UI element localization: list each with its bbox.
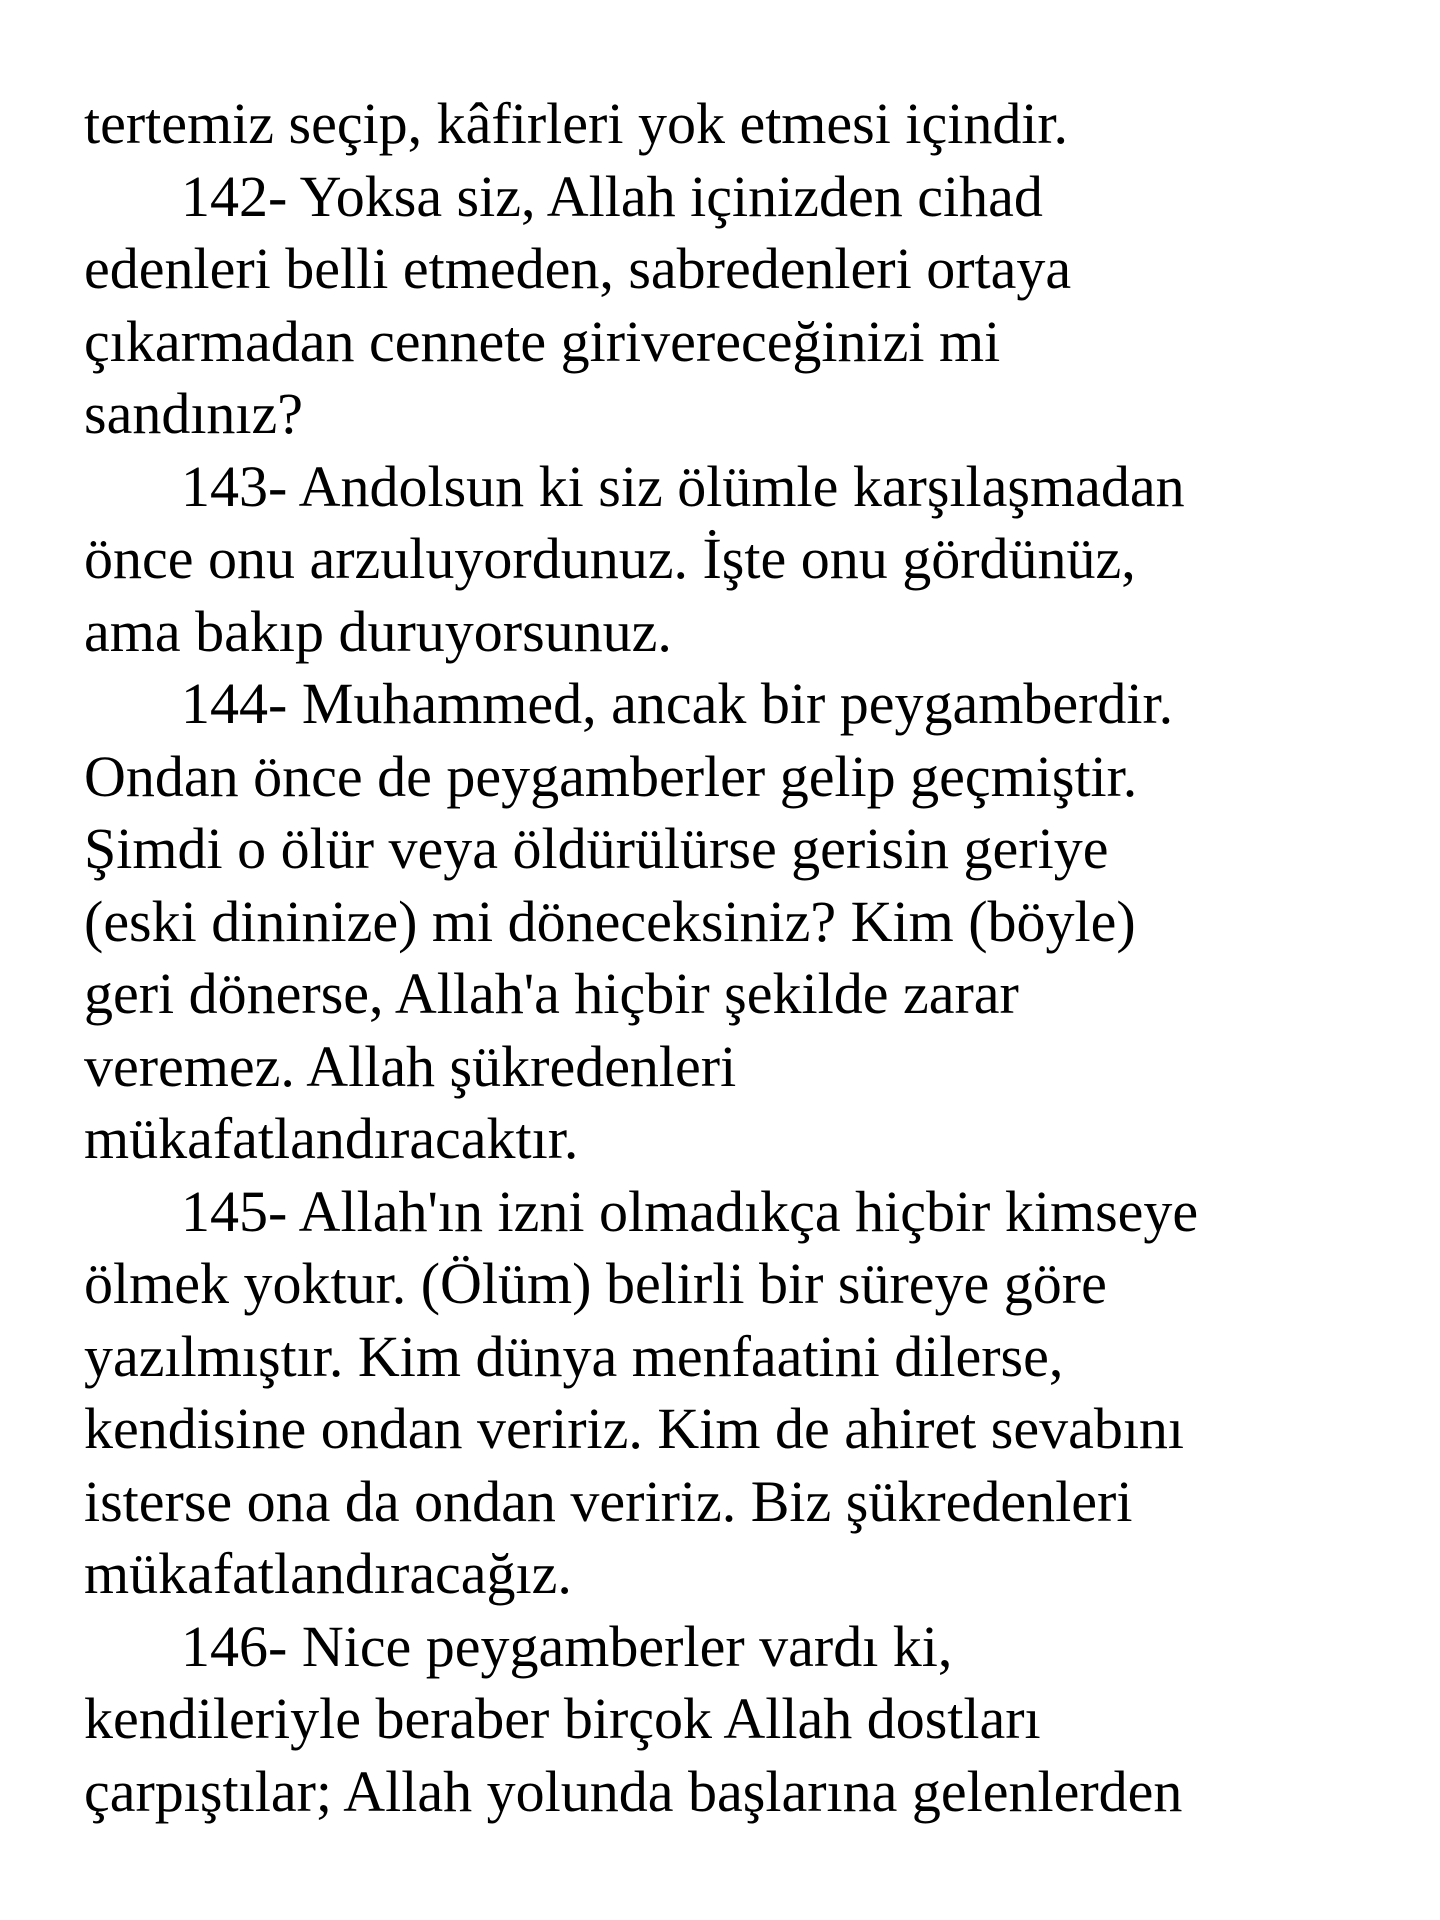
text-line: mükafatlandıracağız.: [84, 1541, 572, 1606]
text-line: edenleri belli etmeden, sabredenleri ortaya: [84, 236, 1072, 301]
body-text: [84, 88, 1414, 1828]
text-line: sandınız?: [84, 381, 304, 446]
verse-143-start: 143- Andolsun ki siz ölümle karşılaşmadan: [181, 453, 1185, 519]
text-line: (eski dininize) mi döneceksiniz? Kim (böyle): [84, 888, 1136, 954]
text-line: kendileriyle beraber birçok Allah dostları: [84, 1686, 1041, 1751]
text-line: mükafatlandıracaktır.: [84, 1106, 579, 1171]
text-line: önce onu arzuluyordunuz. İşte onu gördünüz,: [84, 526, 1136, 591]
text-line: Ondan önce de peygamberler gelip geçmiştir.: [84, 743, 1138, 809]
text-line: çarpıştılar; Allah yolunda başlarına gelenlerden: [84, 1758, 1183, 1824]
text-line: çıkarmadan cennete girivereceğinizi mi: [84, 308, 1001, 374]
text-line: Şimdi o ölür veya öldürülürse gerisin geriye: [84, 816, 1109, 881]
text-line: tertemiz seçip, kâfirleri yok etmesi içindir.: [84, 91, 1069, 156]
verse-142-start: 142- Yoksa siz, Allah içinizden cihad: [181, 163, 1043, 229]
verse-146-start: 146- Nice peygamberler vardı ki,: [181, 1613, 953, 1679]
text-line: ama bakıp duruyorsunuz.: [84, 598, 672, 664]
text-line: ölmek yoktur. (Ölüm) belirli bir süreye göre: [84, 1251, 1107, 1316]
verse-145-start: 145- Allah'ın izni olmadıkça hiçbir kimseye: [181, 1178, 1199, 1244]
text-line: veremez. Allah şükredenleri: [84, 1033, 737, 1099]
text-line: isterse ona da ondan veririz. Biz şükredenleri: [84, 1468, 1133, 1534]
text-line: yazılmıştır. Kim dünya menfaatini dilerse,: [84, 1323, 1064, 1389]
verse-144-start: 144- Muhammed, ancak bir peygamberdir.: [181, 671, 1174, 736]
text-line: geri dönerse, Allah'a hiçbir şekilde zarar: [84, 961, 1019, 1026]
text-line: kendisine ondan veririz. Kim de ahiret sevabını: [84, 1396, 1185, 1461]
